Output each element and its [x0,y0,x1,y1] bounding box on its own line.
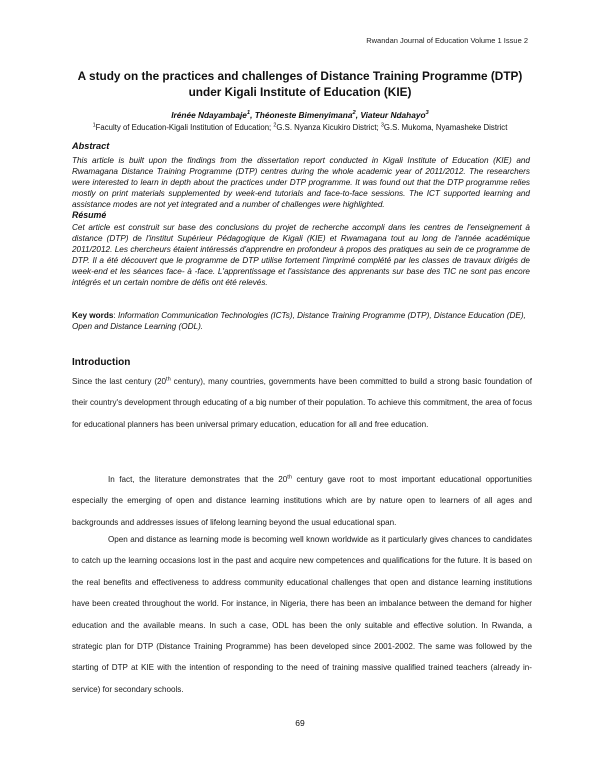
abstract-heading: Abstract [72,141,110,151]
abstract-text: This article is built upon the findings from the dissertation report conducted in Kigali Institute of Education (KIE) and Rwamagana Distance Training Programme (DTP) centres during the whole academic year of 2011/2012. The researchers were interested to learn in depth about the practices under DTP programme. It was found out that the DTP programme relies mostly on print materials supplemented by week-end tutorials and face-to-face sessions. The ICT supported learning and assistance modes are not yet integrated and a number of challenges were highlighted. [72,156,530,210]
affiliations [0,123,600,132]
resume-heading: Résumé [72,210,107,220]
author-separator: , [250,110,255,120]
affiliation-text: G.S. Mukoma, Nyamasheke District [383,123,508,132]
author-sup: 2 [352,110,356,117]
title-line-1: A study on the practices and challenges of Distance Training Programme (DTP) [77,69,523,83]
author-name: Irénée Ndayambaje [171,110,247,120]
author-sup: 1 [246,110,251,117]
keywords [72,310,530,333]
author-sup: 3 [425,110,429,117]
author-separator: , [355,110,361,120]
affiliation-text: G.S. Nyanza Kicukiro District; [276,123,381,132]
superscript: th [166,376,171,383]
keywords-separator: : [113,311,118,320]
running-header: Rwandan Journal of Education Volume 1 Issue 2 [366,36,528,45]
author-list [0,110,600,120]
intro-paragraph-1 [72,371,532,435]
intro-paragraph-2 [72,469,532,533]
page-number: 69 [295,718,305,728]
affiliation-sup: 2 [273,122,277,129]
paragraph-text: century gave root to most important educational opportunities especially the emerging of open and distance learning institutions which are by nature open to learners of all ages and backgrounds and addresses issues of lifelong learning beyond the usual educational span. [72,475,532,527]
intro-paragraph-3: Open and distance as learning mode is becoming well known worldwide as it particularly gives chances to candidates to catch up the learning occasions lost in the past and acquire new competences and qualifications for the future. It is based on the real benefits and effectiveness to address community educational challenges that open and distance learning institutions have been created throughout the world. For instance, in Nigeria, there has been an imbalance between the demand for higher education and the available means. In such a case, ODL has been the only suitable and effective solution. In Rwanda, a strategic plan for DTP (Distance Training Programme) has been developed since 2001-2002. The same was followed by the starting of DTP at KIE with the intention of responding to the need of training massive qualified trained teachers (already in-service) for secondary schools. [72,535,532,694]
affiliation-sup: 3 [380,122,384,129]
affiliation-text: Faculty of Education-Kigali Institution of Education; [95,123,274,132]
paragraph-text: In fact, the literature demonstrates that the 20 [108,475,288,484]
paper-title [60,69,540,100]
superscript: th [287,474,292,481]
affiliation-sup: 1 [92,122,96,129]
keywords-text: Information Communication Technologies (ICTs), Distance Training Programme (DTP), Distance Education (DE), Open and Distance Learning (ODL). [72,311,526,332]
paragraph-text: Since the last century (20 [72,377,167,386]
resume-text: Cet article est construit sur base des conclusions du projet de recherche accompli dans les centres de l'enseignement à distance (DTP) de l'institut Supérieur Pédagogique de Kigali (KIE) et Rwamagana tout au long de l'année académique 2011/2012. Les chercheurs étaient intéressés d'apprendre en profondeur à propos des pratiques au sein de ce programme de DTP. Il a été découvert que le programme de DTP utilise fortement l'imprimé complété par les classes de travaux dirigés de week-end et les séances face- à -face. L'apprentissage et l'assistance des apprenants sur base des TIC ne sont pas encore intégrés et un certain nombre de défis ont été relevés. [72,223,530,288]
author-name: Viateur Ndahayo [360,110,426,120]
paragraph-text: century), many countries, governments have been committed to build a strong basic foundation of their country's development through educating of a big number of their population. To achieve this commitment, the area of focus for educational planners has been universal primary education, education for all and free education. [72,377,533,429]
keywords-label: Key words [72,311,114,320]
author-name: Théoneste Bimenyimana [254,110,353,120]
title-line-2: under Kigali Institute of Education (KIE) [188,84,412,99]
introduction-heading: Introduction [72,357,131,368]
